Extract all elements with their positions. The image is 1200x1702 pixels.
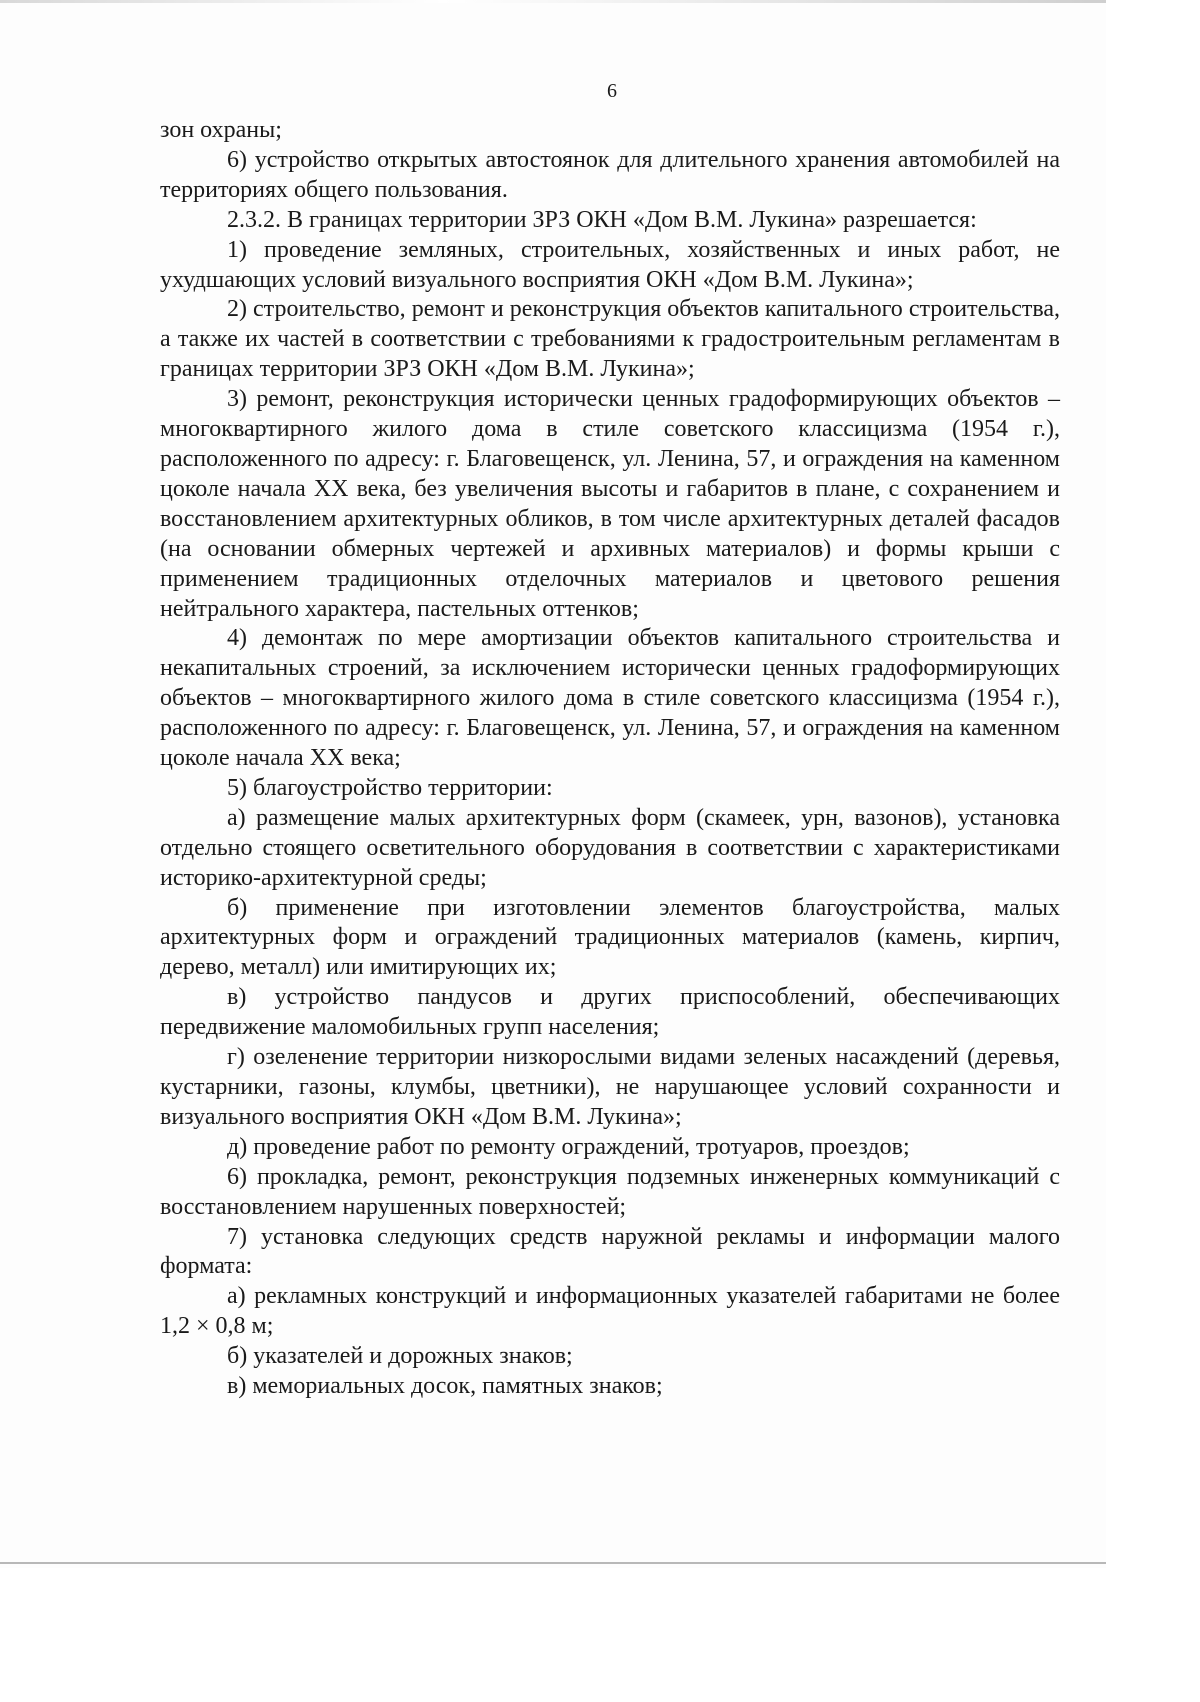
paragraph: в) мемориальных досок, памятных знаков; [227,1373,663,1400]
document-body [160,116,1060,1402]
paragraph: д) проведение работ по ремонту ограждений, тротуаров, проездов; [227,1133,910,1160]
paragraph: 1) проведение земляных, строительных, хозяйственных и иных работ, не ухудшающих условий визуального восприятия ОКН «Дом В.М. Лукина»; [160,236,1060,293]
paragraph: а) размещение малых архитектурных форм (скамеек, урн, вазонов), установка отдельно стоящего осветительного оборудования в соответствии с характеристиками историко-архитектурной среды; [160,804,1060,891]
paragraph: 3) ремонт, реконструкция исторически ценных градоформирующих объектов – многоквартирного жилого дома в стиле советского классицизма (1954 г.), расположенного по адресу: г. Благовещенск, ул. Ленина, 57, и ограждения на каменном цоколе начала XX века, без увеличения высоты и габаритов в плане, с сохранением и восстановлением архитектурных обликов, в том числе архитектурных деталей фасадов (на основании обмерных чертежей и архивных материалов) и формы крыши с применением традиционных отделочных материалов и цветового решения нейтрального характера, пастельных оттенков; [160,386,1060,622]
paragraph: 6) устройство открытых автостоянок для длительного хранения автомобилей на территориях общего пользования. [160,146,1060,203]
paragraph: а) рекламных конструкций и информационных указателей габаритами не более 1,2 × 0,8 м; [160,1283,1060,1340]
scan-edge-top [0,0,1106,3]
paragraph: 2) строительство, ремонт и реконструкция объектов капитального строительства, а также их частей в соответствии с требованиями к градостроительным регламентам в границах территории ЗРЗ ОКН «Дом В.М. Лукина»; [160,296,1060,383]
paragraph: б) указателей и дорожных знаков; [227,1343,573,1370]
scan-edge-bottom [0,1562,1106,1564]
paragraph: г) озеленение территории низкорослыми видами зеленых насаждений (деревья, кустарники, газоны, клумбы, цветники), не нарушающее условий сохранности и визуального восприятия ОКН «Дом В.М. Лукина»; [160,1044,1060,1130]
page-number: 6 [607,80,617,102]
paragraph: 6) прокладка, ремонт, реконструкция подземных инженерных коммуникаций с восстановлением нарушенных поверхностей; [160,1163,1060,1220]
paragraph: 4) демонтаж по мере амортизации объектов капитального строительства и некапитальных строений, за исключением исторически ценных градоформирующих объектов – многоквартирного жилого дома в стиле советского классицизма (1954 г.), расположенного по адресу: г. Благовещенск, ул. Ленина, 57, и ограждения на каменном цоколе начала XX века; [160,625,1060,772]
paragraph: б) применение при изготовлении элементов благоустройства, малых архитектурных форм и ограждений традиционных материалов (камень, кирпич, дерево, металл) или имитирующих их; [160,894,1060,981]
paragraph: 5) благоустройство территории: [227,774,553,801]
paragraph: 7) установка следующих средств наружной рекламы и информации малого формата: [160,1223,1060,1280]
paragraph: зон охраны; [160,117,282,143]
paragraph: в) устройство пандусов и других приспособлений, обеспечивающих передвижение маломобильных групп населения; [160,984,1060,1041]
paragraph: 2.3.2. В границах территории ЗРЗ ОКН «Дом В.М. Лукина» разрешается: [227,206,977,233]
